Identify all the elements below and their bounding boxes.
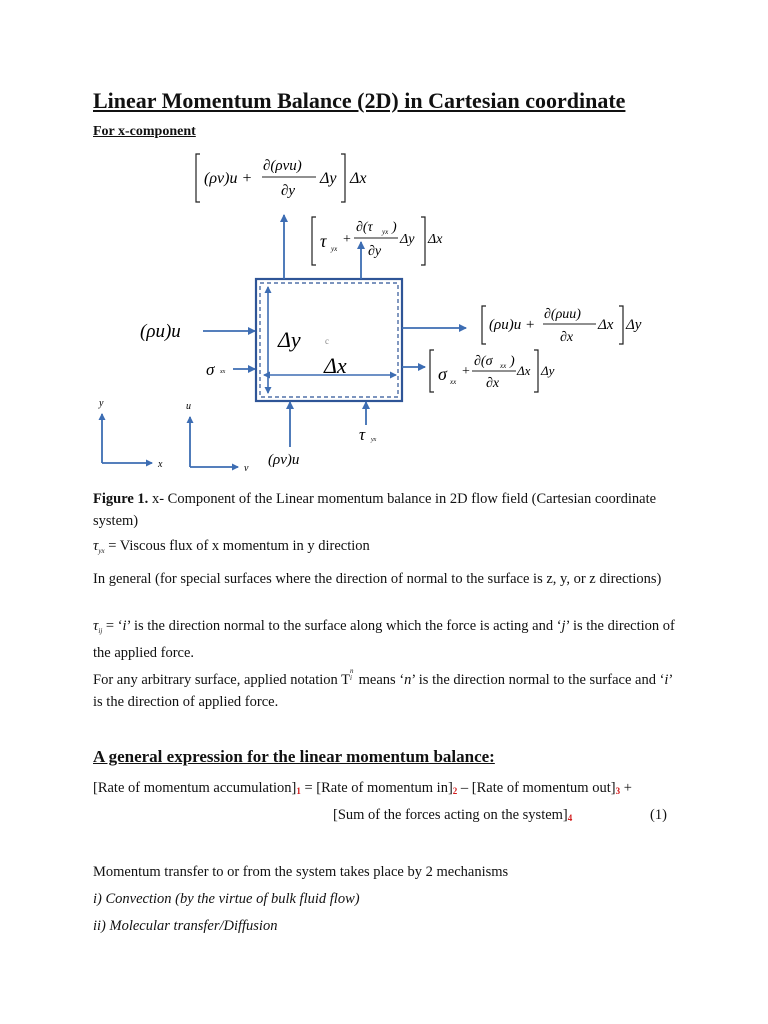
balance-equation-line1: [Rate of momentum accumulation]1 = [Rate of momentum in]2 – [Rate of momentum out]3 + (93, 780, 632, 796)
mechanism-diffusion: ii) Molecular transfer/Diffusion (93, 918, 278, 934)
svg-text:∂(τ: ∂(τ (356, 220, 373, 235)
top-convective-term-lead: (ρv)u + (204, 170, 253, 187)
top-shear-lead: τ (320, 231, 327, 251)
bottom-convective-label: (ρv)u (268, 452, 300, 468)
bottom-shear-label: τ (359, 425, 366, 444)
center-mark: c (325, 336, 329, 346)
left-convective-label: (ρu)u (140, 321, 181, 342)
definition-tau-ij: $\tau_{ij}$ = ‘i’ is the direction normal to the surface along which the force is acting and ‘j’ is the direction of the applied force. (93, 618, 675, 661)
svg-text:yx: yx (331, 245, 338, 253)
page-title: Linear Momentum Balance (2D) in Cartesian coordinate (93, 88, 626, 113)
svg-text:+: + (343, 232, 351, 247)
svg-text:(ρu)u +: (ρu)u + (489, 317, 536, 333)
svg-text:∂y: ∂y (368, 244, 382, 259)
svg-text:σ: σ (438, 364, 447, 384)
top-shear-term (312, 217, 443, 265)
delta-x-label: Δx (324, 353, 347, 378)
svg-text:∂(σ: ∂(σ (474, 354, 493, 369)
svg-text:yx: yx (371, 437, 377, 443)
uv-axes (186, 401, 249, 474)
svg-text:yx: yx (382, 228, 389, 236)
axis-x-label: x (158, 459, 163, 470)
svg-text:∂x: ∂x (560, 330, 574, 345)
axis-u-label: u (186, 401, 191, 412)
mechanism-convection: i) Convection (by the virtue of bulk fluid flow) (93, 891, 360, 907)
momentum-balance-diagram (0, 145, 768, 485)
section-subtitle: For x-component (93, 124, 196, 139)
arbitrary-surface-definition: For any arbitrary surface, applied notation Tn i means ‘n’ is the direction normal to the surface and ‘i’ is the direction of applied force. (93, 667, 673, 710)
svg-text:xx: xx (450, 378, 457, 386)
figure-caption (93, 488, 678, 532)
left-normal-label: σ (206, 360, 215, 379)
svg-text:xx: xx (500, 362, 507, 370)
axis-y-label: y (99, 398, 104, 409)
svg-text:Δx: Δx (598, 317, 614, 333)
general-statement: In general (for special surfaces where the direction of normal to the surface is z, y, or z directions) (93, 571, 662, 587)
equation-number: (1) (650, 807, 667, 823)
xy-axes (98, 398, 163, 470)
svg-text:): ) (392, 220, 397, 235)
svg-text:): ) (510, 354, 515, 369)
svg-text:+: + (462, 364, 470, 379)
right-convective-term (482, 306, 642, 345)
svg-text:∂(ρuu): ∂(ρuu) (544, 307, 581, 322)
balance-equation-line2: [Sum of the forces acting on the system]4 (333, 807, 573, 823)
top-convective-outer: Δx (350, 170, 367, 187)
top-convective-num: ∂(ρvu) (263, 158, 302, 174)
section-heading: A general expression for the linear momentum balance: (93, 747, 495, 766)
svg-text:Δx: Δx (517, 363, 531, 378)
svg-text:Δy: Δy (400, 232, 415, 247)
top-convective-den: ∂y (281, 183, 296, 199)
right-normal-term (430, 350, 555, 392)
figure-label: Figure 1. (93, 491, 149, 507)
svg-text:xx: xx (220, 369, 226, 375)
top-convective-tail: Δy (320, 170, 337, 187)
svg-text:Δy: Δy (626, 317, 642, 333)
svg-text:Δy: Δy (541, 363, 555, 378)
definition-tau-yx: $\tau_{yx}$ = Viscous flux of x momentum in y direction (93, 538, 370, 555)
figure-caption-text: x- Component of the Linear momentum balance in 2D flow field (Cartesian coordinate system) (93, 491, 657, 529)
top-convective-term (196, 154, 367, 202)
delta-y-label: Δy (278, 327, 301, 352)
svg-text:∂x: ∂x (486, 376, 500, 391)
svg-text:Δx: Δx (428, 232, 443, 247)
transfer-statement: Momentum transfer to or from the system takes place by 2 mechanisms (93, 864, 509, 880)
axis-v-label: v (244, 463, 249, 474)
